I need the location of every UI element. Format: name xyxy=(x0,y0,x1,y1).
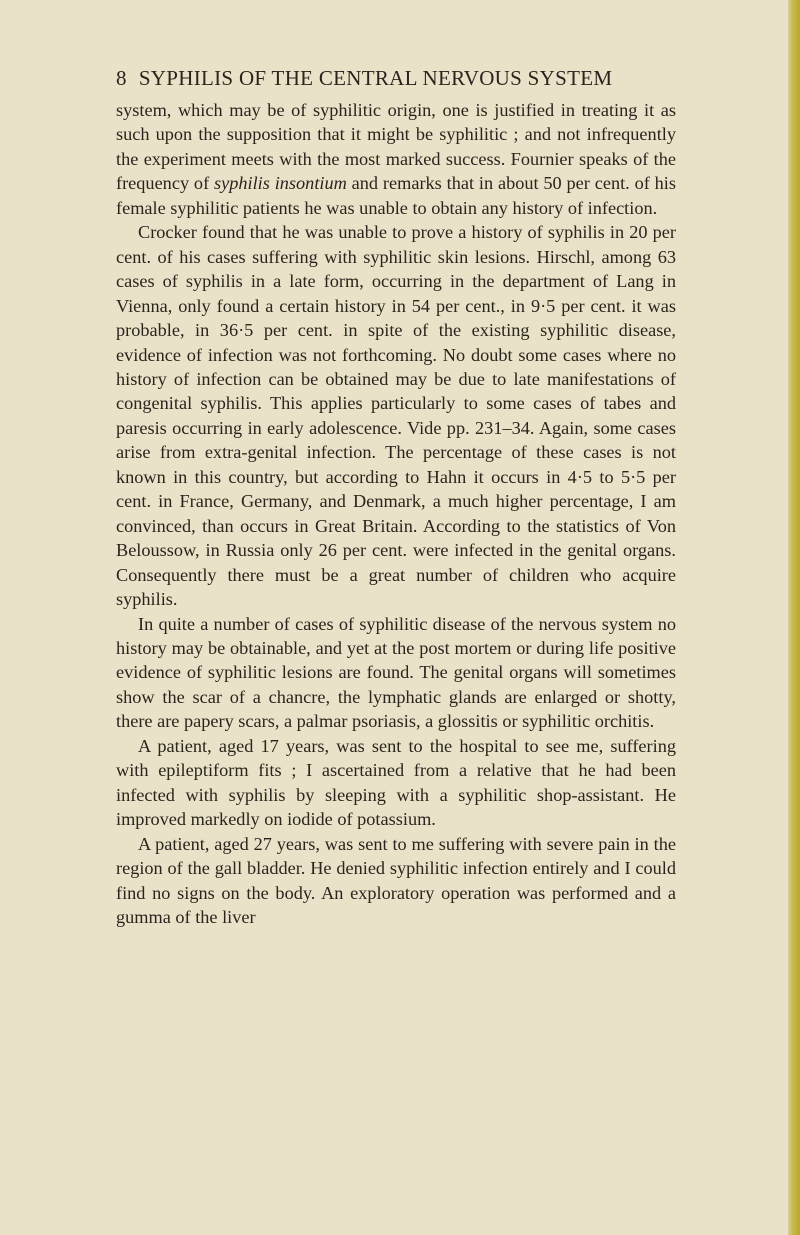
paragraph-1-text-a: system, which may be of syphilitic origin, one is justified in treating it as such upon the supposition that it might be syphilitic ; and not infrequently the experiment meets with the most marked success. Fournier speaks of the frequency of xyxy=(116,100,676,194)
running-title: SYPHILIS OF THE CENTRAL NERVOUS SYSTEM xyxy=(138,66,613,90)
page-number: 8 xyxy=(116,66,127,90)
paragraph-1-text-b: and remarks that in about 50 per cent. of his female syphilitic patients he was unable to obtain any history of infection. xyxy=(116,173,676,218)
page-edge xyxy=(788,0,800,1235)
italic-term: syphilis insontium xyxy=(214,173,347,194)
paragraph-5: A patient, aged 27 years, was sent to me suffering with severe pain in the region of the gall bladder. He denied syphilitic infection entirely and I could find no signs on the body. An exploratory operation was performed and a gumma of the liver xyxy=(116,833,676,927)
paragraph-4: A patient, aged 17 years, was sent to the hospital to see me, suffering with epileptiform fits ; I ascertained from a relative that he had been infected with syphilis by sleeping with a syphilitic shop-assistant. He improved markedly on iodide of potassium. xyxy=(116,735,676,830)
paragraph-3: In quite a number of cases of syphilitic disease of the nervous system no history may be obtainable, and yet at the post mortem or during life positive evidence of syphilitic lesions are found. The genital organs will sometimes show the scar of a chancre, the lymphatic glands are enlarged or shotty, there are papery scars, a palmar psoriasis, a glossitis or syphilitic orchitis. xyxy=(116,613,676,732)
running-header xyxy=(116,66,676,91)
paragraph-2: Crocker found that he was unable to prove a history of syphilis in 20 per cent. of his cases suffering with syphilitic skin lesions. Hirschl, among 63 cases of syphilis in a late form, occurring in the department of Lang in Vienna, only found a certain history in 54 per cent., in 9·5 per cent. it was probable, in 36·5 per cent. in spite of the existing syphilitic disease, evidence of infection was not forthcoming. No doubt some cases where no history of infection can be obtained may be due to late manifestations of congenital syphilis. This applies particularly to some cases of tabes and paresis occurring in early adolescence. Vide pp. 231–34. Again, some cases arise from extra-genital infection. The percentage of these cases is not known in this country, but according to Hahn it occurs in 4·5 to 5·5 per cent. in France, Germany, and Denmark, a much higher percentage, I am convinced, than occurs in Great Britain. According to the statistics of Von Beloussow, in Russia only 26 per cent. were infected in the genital organs. Consequently there must be a great number of children who acquire syphilis. xyxy=(116,222,676,610)
paragraph-1 xyxy=(116,98,676,220)
body-text xyxy=(116,98,676,929)
